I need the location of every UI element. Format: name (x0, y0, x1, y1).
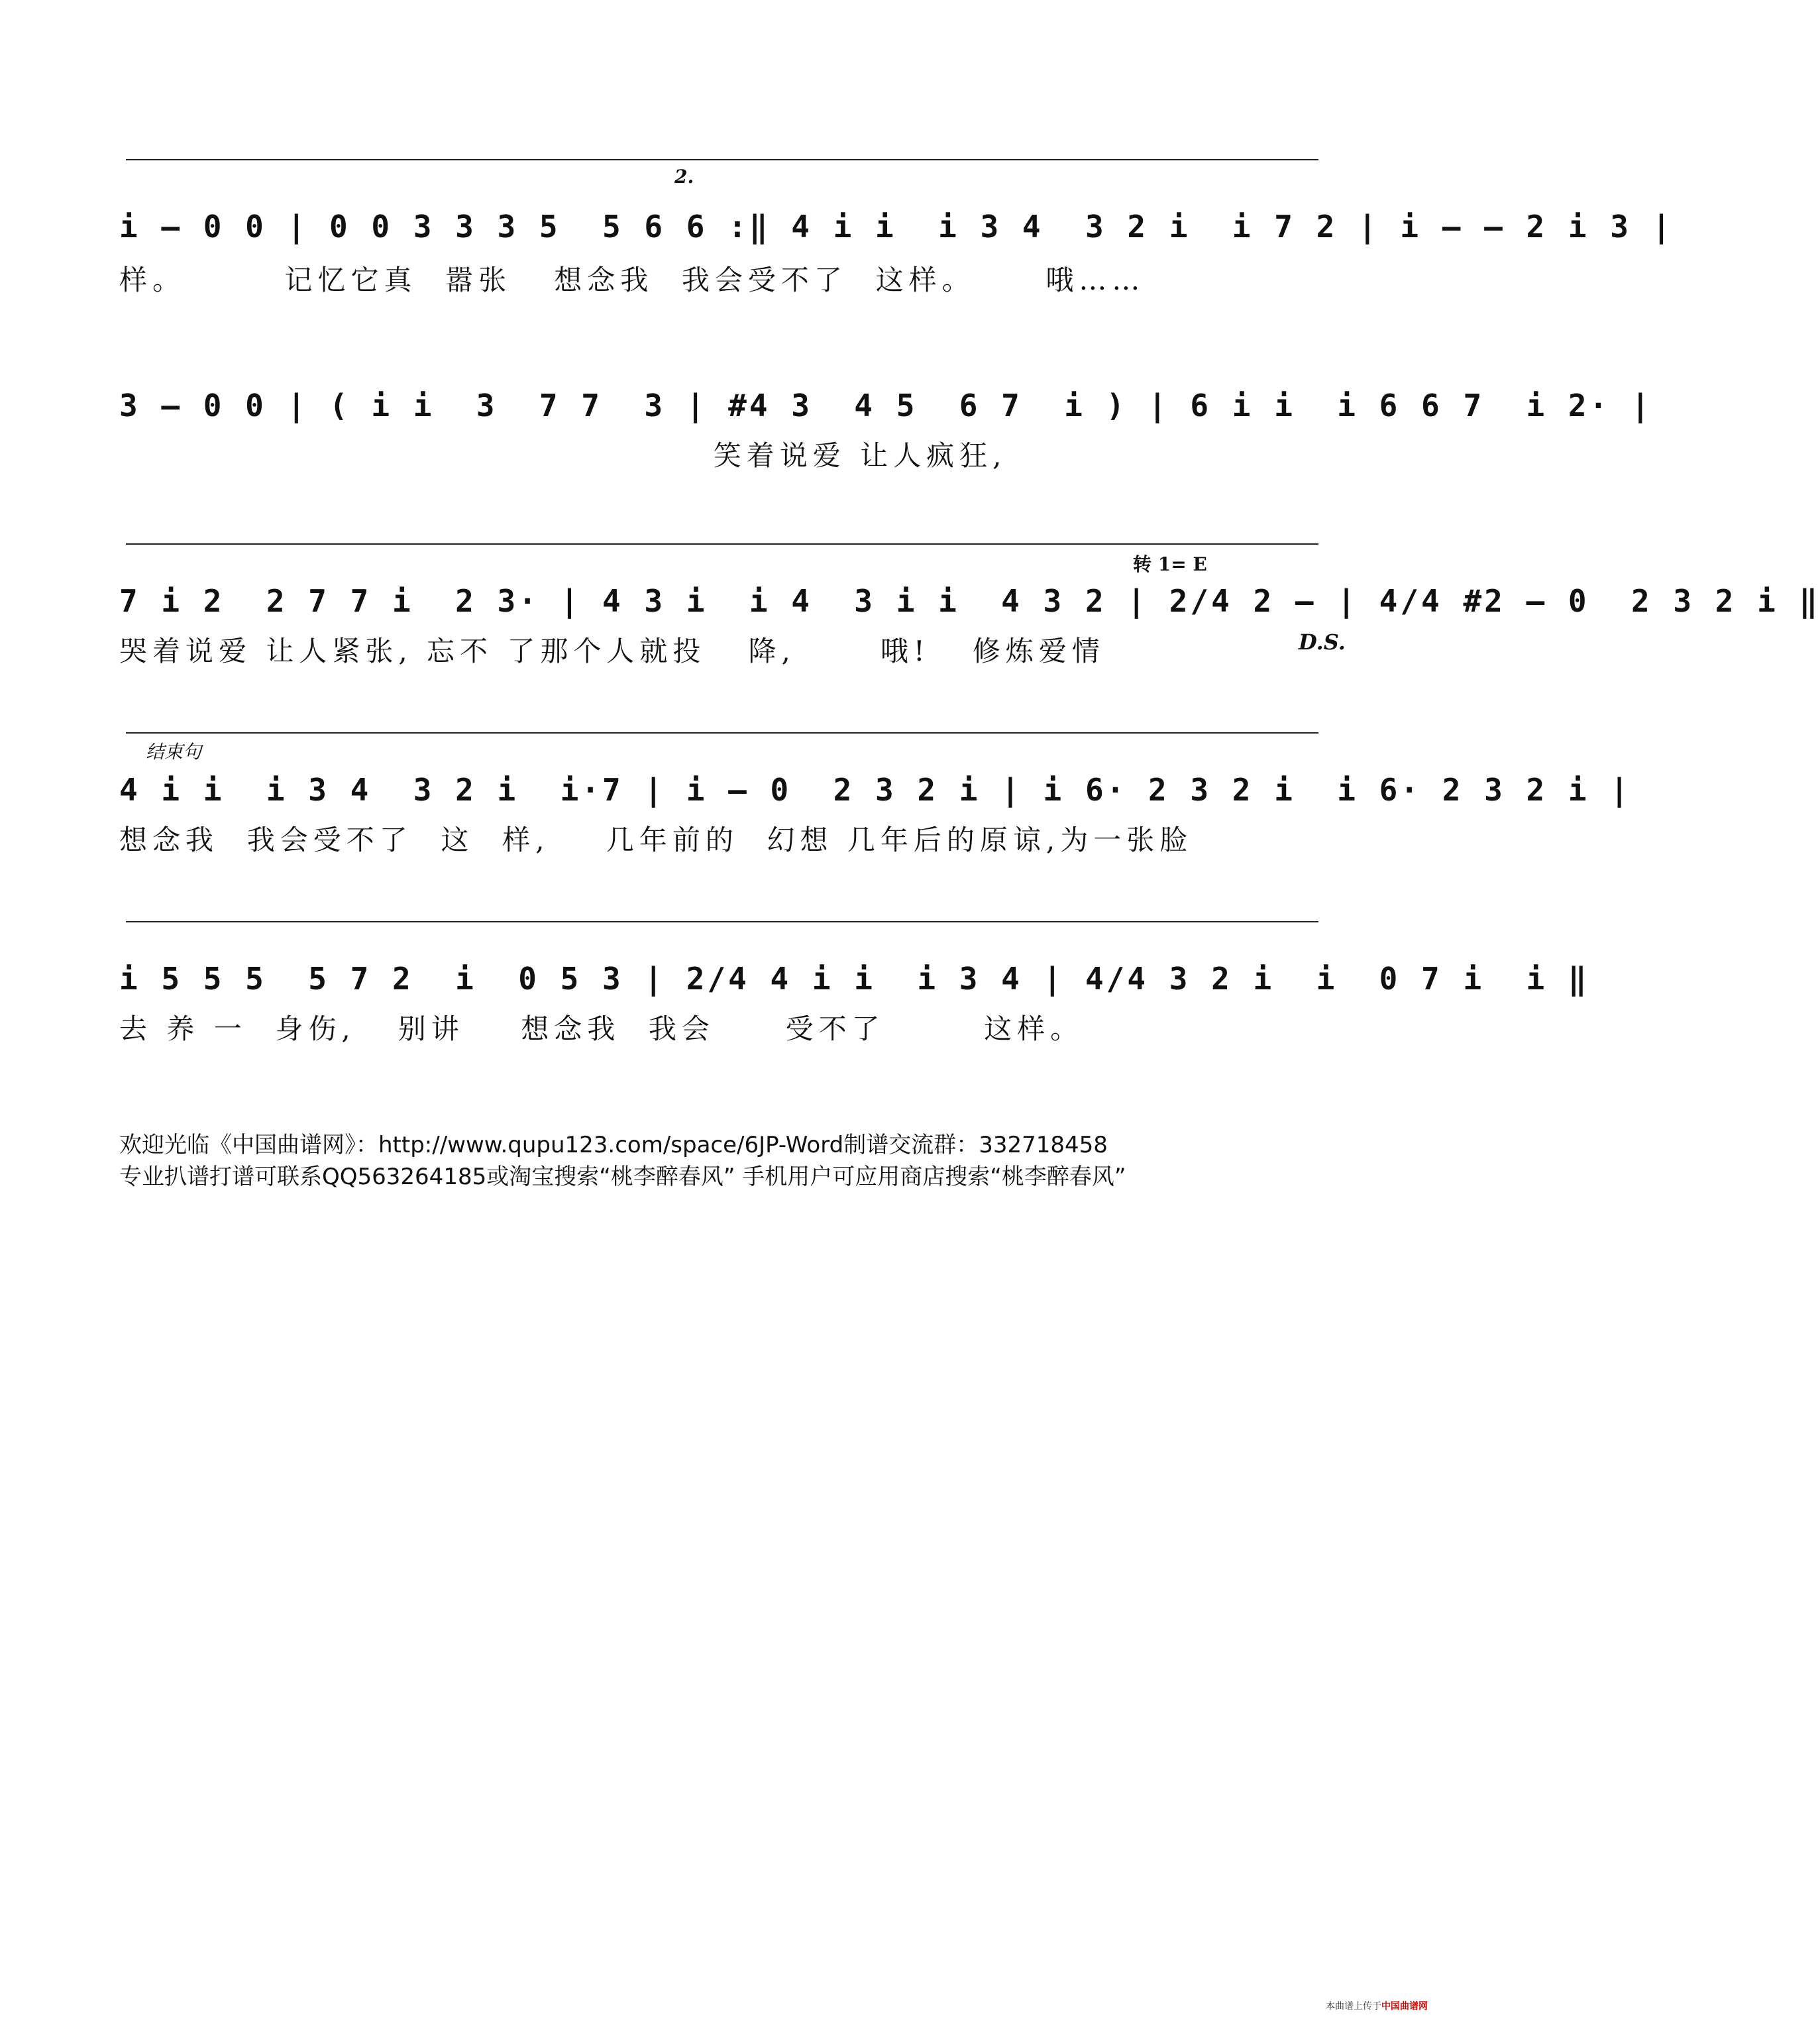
lyrics-line: 想念我 我会受不了 这 样, 几年前的 幻想 几年后的原谅,为一张脸 (119, 824, 1193, 856)
notation-line: 7 i 2 2 7 7 i 2 3· | 4 3 i i 4 3 i i 4 3 2 | 2/4 2 – | 4/4 #2 – 0 2 3 2 i ‖ (119, 583, 1820, 619)
watermark-brand: 中国曲谱网 (1381, 2001, 1428, 2012)
watermark-prefix: 本曲谱上传于 (1326, 2001, 1381, 2012)
footer-credit-line-1: 欢迎光临《中国曲谱网》：http://www.qupu123.com/space/6JP-Word制谱交流群：332718458 (119, 1132, 1108, 1158)
bracket-line (126, 543, 1318, 545)
bracket-line (126, 159, 1318, 160)
score-system-1 (119, 146, 1674, 296)
lyrics-line: 笑着说爱 让人疯狂, (119, 439, 1007, 472)
score-system-5 (119, 908, 1589, 1060)
footer-credit-line-2: 专业扒谱打谱可联系QQ563264185或淘宝搜索“桃李醉春风” 手机用户可应用商店搜索“桃李醉春风” (119, 1164, 1126, 1190)
lyrics-line: 哭着说爱 让人紧张, 忘不 了那个人就投 降, 哦! 修炼爱情 (119, 635, 1105, 667)
notation-line: i – 0 0 | 0 0 3 3 3 5 5 6 6 :‖ 4 i i i 3 4 3 2 i i 7 2 | i – – 2 i 3 | (119, 209, 1674, 245)
score-system-3 (119, 530, 1820, 683)
notation-line: 3 – 0 0 | ( i i 3 7 7 3 | #4 3 4 5 6 7 i ) | 6 i i i 6 6 7 i 2· | (119, 388, 1652, 423)
upload-watermark (1314, 1989, 1428, 2023)
lyrics-line: 去 养 一 身伤, 别讲 想念我 我会 受不了 这样。 (119, 1013, 1084, 1045)
score-system-4 (119, 719, 1631, 871)
score-system-2 (119, 358, 1652, 490)
key-change-label: 转 1= E (1133, 553, 1207, 575)
lyrics-line: 样。 记忆它真 嚣张 想念我 我会受不了 这样。 哦…… (119, 264, 1146, 296)
bracket-line (126, 921, 1318, 922)
ending-label: 结束句 (146, 741, 202, 763)
ds-marking: D.S. (1299, 630, 1346, 655)
bracket-line (126, 732, 1318, 734)
notation-line: 4 i i i 3 4 3 2 i i·7 | i – 0 2 3 2 i | i 6· 2 3 2 i i 6· 2 3 2 i | (119, 772, 1631, 808)
notation-line: i 5 5 5 5 7 2 i 0 5 3 | 2/4 4 i i i 3 4 | 4/4 3 2 i i 0 7 i i ‖ (119, 961, 1589, 997)
volta-label: 2. (674, 166, 694, 188)
